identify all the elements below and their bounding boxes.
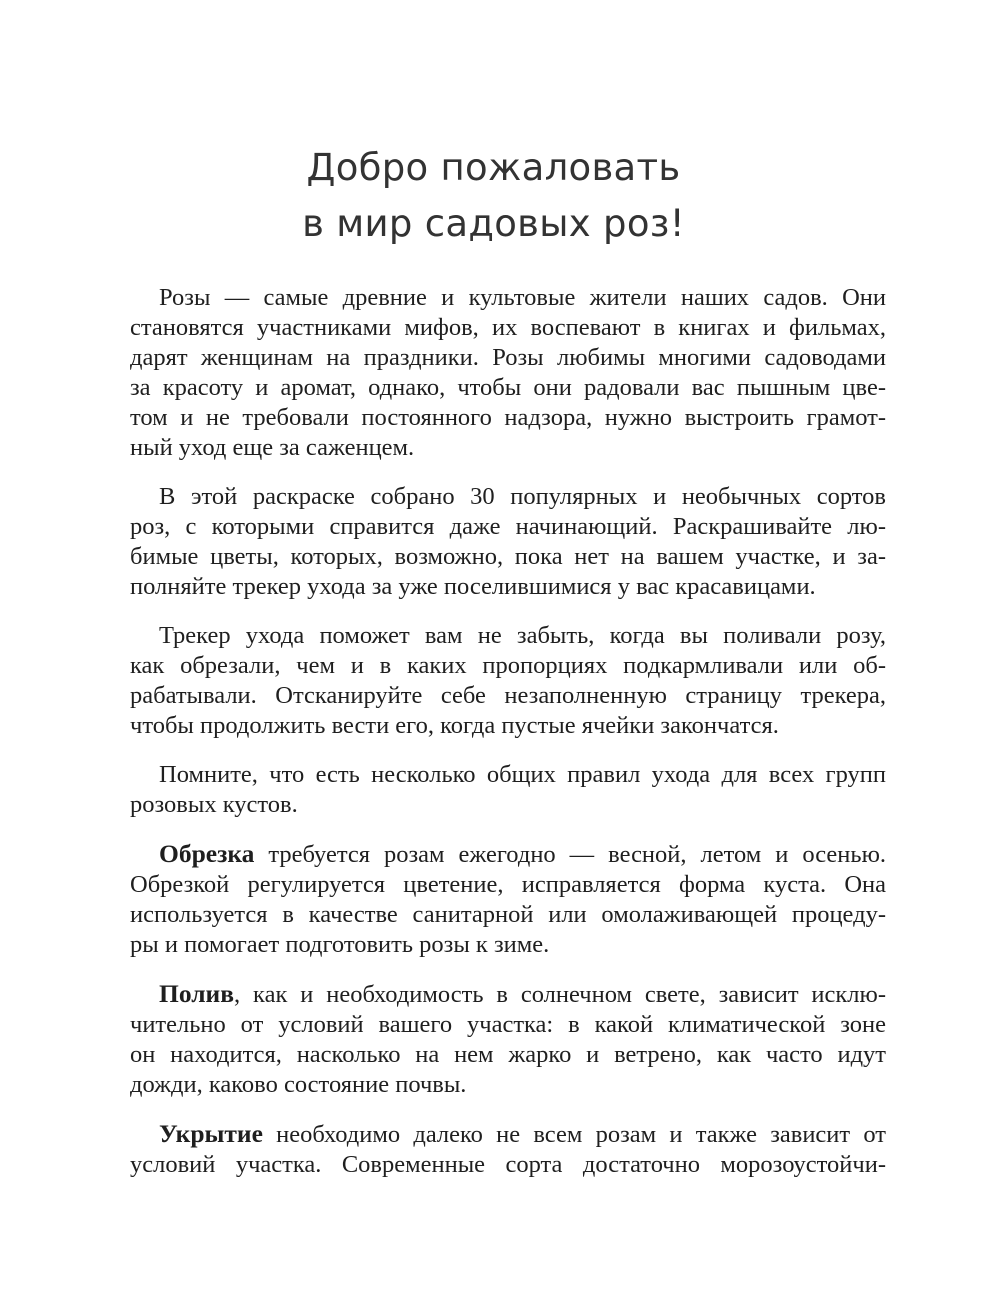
- text-line: Помните, что есть несколько общих правил ухода для всех групп: [159, 761, 886, 788]
- text-line: чтобы продолжить вести его, когда пустые ячейки закончатся.: [130, 712, 779, 739]
- paragraph-coloring-book: [130, 482, 886, 602]
- text-line: Розы — самые древние и культовые жители наших садов. Они: [159, 284, 886, 311]
- text-fragment: требуется розам ежегодно — весной, летом и осенью.: [254, 841, 886, 868]
- term-watering: Полив: [159, 979, 235, 1008]
- text-line: том и не требовали постоянного надзора, нужно выстроить грамот-: [130, 404, 886, 431]
- paragraph-tracker: [130, 621, 886, 741]
- text-line: чительно от условий вашего участка: в какой климатической зоне: [130, 1011, 886, 1038]
- term-pruning: Обрезка: [159, 839, 255, 868]
- text-line: ный уход еще за саженцем.: [130, 434, 415, 461]
- text-line: ры и помогает подготовить розы к зиме.: [130, 931, 550, 958]
- text-line: бимые цветы, которых, возможно, пока нет на вашем участке, и за-: [130, 543, 886, 570]
- text-line: [130, 979, 886, 1010]
- text-line: полняйте трекер ухода за уже поселившимися у вас красавицами.: [130, 573, 816, 600]
- text-line: используется в качестве санитарной или омолаживающей процеду-: [130, 901, 886, 928]
- text-line: Обрезкой регулируется цветение, исправляется форма куста. Она: [130, 871, 886, 898]
- text-line: рабатывали. Отсканируйте себе незаполненную страницу трекера,: [130, 682, 886, 709]
- title-line-2: в мир садовых роз!: [302, 202, 685, 245]
- paragraph-watering: [130, 979, 886, 1100]
- text-line: [130, 1119, 886, 1150]
- page-title: [0, 140, 987, 252]
- text-line: он находится, насколько на нем жарко и ветрено, как часто идут: [130, 1041, 886, 1068]
- text-line: дожди, каково состояние почвы.: [130, 1071, 467, 1098]
- text-line: [130, 839, 886, 870]
- term-covering: Укрытие: [159, 1119, 263, 1148]
- body-text: [130, 283, 886, 1199]
- text-line: за красоту и аромат, однако, чтобы они радовали вас пышным цве-: [130, 374, 886, 401]
- text-line: Трекер ухода поможет вам не забыть, когда вы поливали розу,: [159, 622, 886, 649]
- text-line: становятся участниками мифов, их воспевают в книгах и фильмах,: [130, 314, 886, 341]
- text-line: условий участка. Современные сорта достаточно морозоустойчи-: [130, 1151, 886, 1178]
- text-line: как обрезали, чем и в каких пропорциях подкармливали или об-: [130, 652, 886, 679]
- text-line: роз, с которыми справится даже начинающий. Раскрашивайте лю-: [130, 513, 886, 540]
- text-fragment: необходимо далеко не всем розам и также зависит от: [262, 1121, 886, 1148]
- text-line: В этой раскраске собрано 30 популярных и необычных сортов: [159, 483, 886, 510]
- paragraph-intro: [130, 283, 886, 463]
- paragraph-pruning: [130, 839, 886, 960]
- text-fragment: , как и необходимость в солнечном свете, зависит исклю-: [234, 981, 886, 1008]
- paragraph-covering: [130, 1119, 886, 1180]
- text-line: розовых кустов.: [130, 791, 298, 818]
- paragraph-rules: [130, 760, 886, 820]
- text-line: дарят женщинам на праздники. Розы любимы многими садоводами: [130, 344, 886, 371]
- title-line-1: Добро пожаловать: [306, 146, 681, 189]
